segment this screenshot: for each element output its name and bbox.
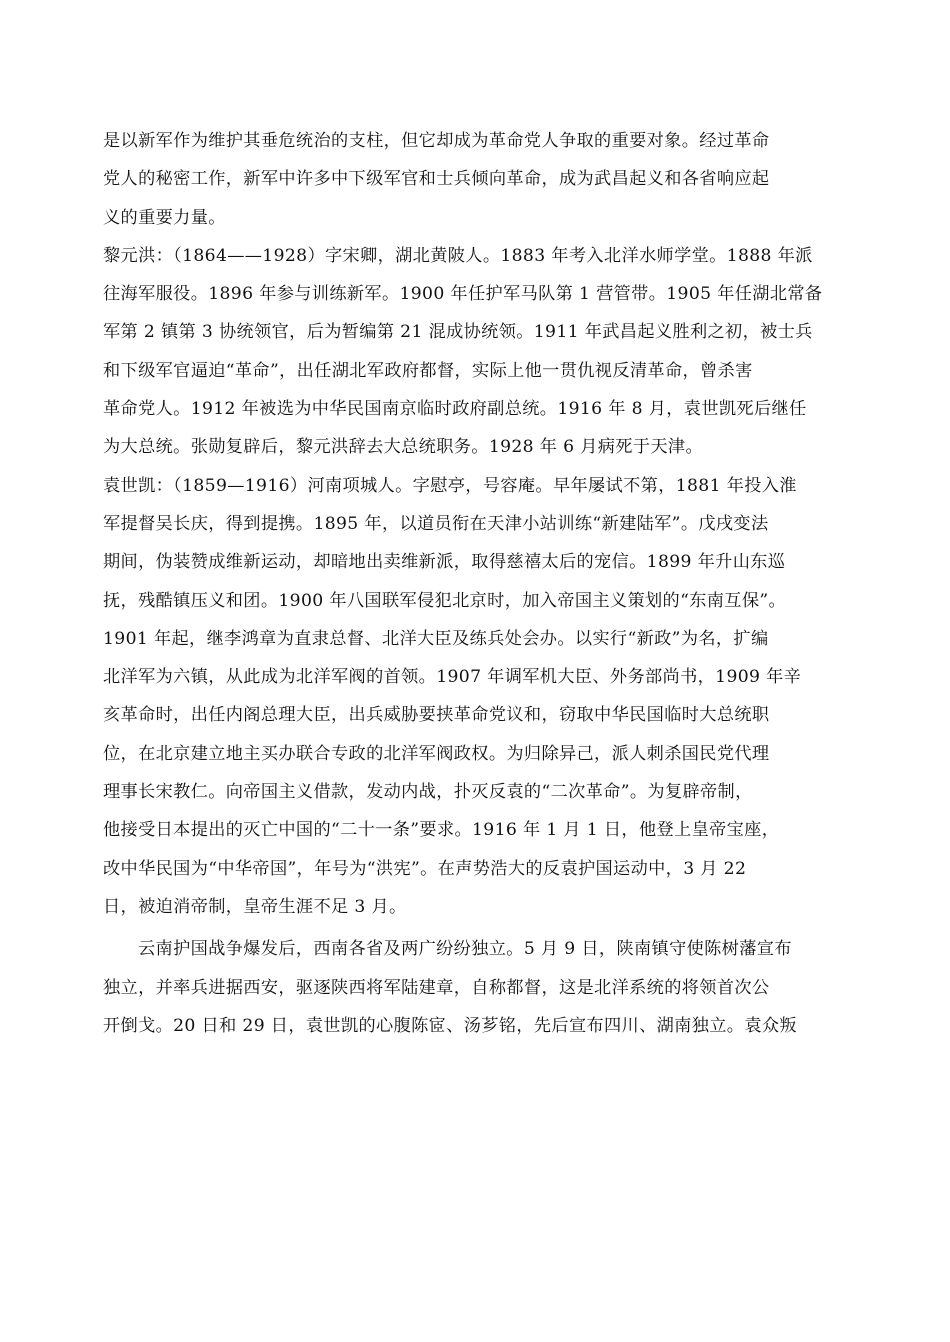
paragraph-li-yuanhong-bio bbox=[103, 237, 853, 467]
text-line: 北洋军为六镇，从此成为北洋军阀的首领。1907 年调军机大臣、外务部尚书，1909 年辛 bbox=[103, 667, 802, 688]
text-line: 为大总统。张勋复辟后，黎元洪辞去大总统职务。1928 年 6 月病死于天津。 bbox=[103, 437, 703, 458]
text-line: 1901 年起，继李鸿章为直隶总督、北洋大臣及练兵处会办。以实行“新政”为名，扩编 bbox=[103, 628, 769, 649]
text-line: 党人的秘密工作，新军中许多中下级军官和士兵倾向革命，成为武昌起义和各省响应起 bbox=[103, 169, 770, 190]
text-line: 义的重要力量。 bbox=[103, 207, 226, 228]
text-line: 袁世凯：（1859—1916）河南项城人。字慰亭，号容庵。早年屡试不第，1881 年投入淮 bbox=[103, 475, 797, 496]
text-line: 军提督吴长庆，得到提携。1895 年，以道员衔在天津小站训练“新建陆军”。戊戌变法 bbox=[103, 513, 769, 534]
text-line: 革命党人。1912 年被选为中华民国南京临时政府副总统。1916 年 8 月，袁世凯死后继任 bbox=[103, 399, 807, 420]
paragraph-yuan-shikai-bio bbox=[103, 467, 853, 927]
text-line: 往海军服役。1896 年参与训练新军。1900 年任护军马队第 1 营管带。1905 年任湖北常备 bbox=[103, 284, 823, 305]
document-page bbox=[103, 122, 853, 1045]
text-line: 改中华民国为“中华帝国”，年号为“洪宪”。在声势浩大的反袁护国运动中，3 月 22 bbox=[103, 858, 747, 879]
text-line: 日，被迫消帝制，皇帝生涯不足 3 月。 bbox=[103, 896, 407, 917]
text-line: 黎元洪：（1864——1928）字宋卿，湖北黄陂人。1883 年考入北洋水师学堂。1888 年派 bbox=[103, 245, 813, 266]
text-line: 开倒戈。20 日和 29 日，袁世凯的心腹陈宧、汤芗铭，先后宣布四川、湖南独立。袁众叛 bbox=[103, 1015, 797, 1036]
text-line: 理事长宋教仁。向帝国主义借款，发动内战，扑灭反袁的“二次革命”。为复辟帝制， bbox=[103, 782, 753, 803]
text-line: 位，在北京建立地主买办联合专政的北洋军阀政权。为归除异己，派人刺杀国民党代理 bbox=[103, 743, 770, 764]
paragraph-huguo-war bbox=[103, 930, 853, 1045]
text-line: 亥革命时，出任内阁总理大臣，出兵威胁要挟革命党议和，窃取中华民国临时大总统职 bbox=[103, 705, 770, 726]
text-line: 期间，伪装赞成维新运动，却暗地出卖维新派，取得慈禧太后的宠信。1899 年升山东巡 bbox=[103, 552, 786, 573]
text-line: 独立，并率兵进据西安，驱逐陕西将军陆建章，自称都督，这是北洋系统的将领首次公 bbox=[103, 977, 770, 998]
text-line: 军第 2 镇第 3 协统领官，后为暂编第 21 混成协统领。1911 年武昌起义胜利之初，被士兵 bbox=[103, 322, 813, 343]
text-line: 云南护国战争爆发后，西南各省及两广纷纷独立。5 月 9 日，陕南镇守使陈树藩宣布 bbox=[138, 939, 792, 960]
text-line: 他接受日本提出的灭亡中国的“二十一条”要求。1916 年 1 月 1 日，他登上皇帝宝座， bbox=[103, 820, 780, 841]
text-line: 抚，残酷镇压义和团。1900 年八国联军侵犯北京时，加入帝国主义策划的“东南互保”。 bbox=[103, 590, 787, 611]
text-line: 是以新军作为维护其垂危统治的支柱，但它却成为革命党人争取的重要对象。经过革命 bbox=[103, 131, 770, 151]
text-line: 和下级军官逼迫“革命”，出任湖北军政府都督，实际上他一贯仇视反清革命，曾杀害 bbox=[103, 360, 753, 381]
paragraph-xinjun-note bbox=[103, 122, 853, 237]
